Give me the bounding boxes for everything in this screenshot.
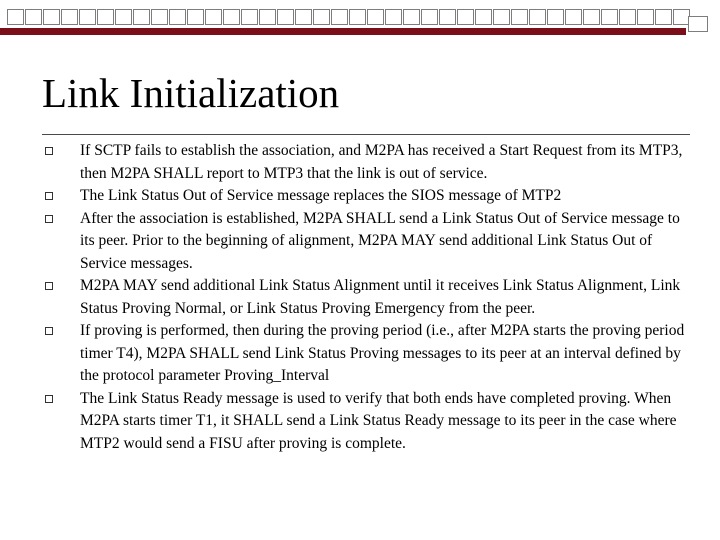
square-outline-icon [313, 9, 330, 25]
square-outline-icon [43, 9, 60, 25]
header-decoration [0, 0, 720, 48]
decorative-square-row [7, 9, 690, 25]
square-outline-icon [295, 9, 312, 25]
square-outline-icon [601, 9, 618, 25]
square-outline-icon [169, 9, 186, 25]
square-outline-icon [475, 9, 492, 25]
square-outline-icon [637, 9, 654, 25]
square-outline-icon [655, 9, 672, 25]
bullet-text: The Link Status Out of Service message replaces the SIOS message of MTP2 [80, 187, 562, 204]
square-outline-icon [511, 9, 528, 25]
bullet-item [40, 388, 690, 456]
bullet-text: If proving is performed, then during the proving period (i.e., after M2PA starts the proving period timer T4), M2PA SHALL send Link Status Proving messages to its peer at an interval defined by the protocol parameter Proving_Interval [80, 322, 685, 384]
bullet-text: M2PA MAY send additional Link Status Alignment until it receives Link Status Alignment, Link Status Proving Normal, or Link Status Proving Emergency from the peer. [80, 277, 681, 317]
square-outline-icon [421, 9, 438, 25]
bullet-item [40, 208, 690, 276]
square-outline-icon [565, 9, 582, 25]
square-outline-icon [25, 9, 42, 25]
square-outline-icon [61, 9, 78, 25]
square-outline-icon [241, 9, 258, 25]
bullet-text: If SCTP fails to establish the association, and M2PA has received a Start Request from its MTP3, then M2PA SHALL report to MTP3 that the link is out of service. [80, 142, 683, 182]
bullet-item [40, 140, 690, 185]
square-outline-icon [151, 9, 168, 25]
hollow-square-icon [45, 215, 53, 223]
bullet-text: After the association is established, M2PA SHALL send a Link Status Out of Service message to its peer. Prior to the beginning of alignment, M2PA MAY send additional Link Status Out of Service messages. [80, 209, 680, 272]
square-outline-icon [277, 9, 294, 25]
square-outline-icon [223, 9, 240, 25]
square-outline-icon [133, 9, 150, 25]
square-outline-icon [493, 9, 510, 25]
square-outline-icon [583, 9, 600, 25]
square-outline-icon [439, 9, 456, 25]
square-outline-icon [7, 9, 24, 25]
square-outline-icon [529, 9, 546, 25]
hollow-square-icon [45, 327, 53, 335]
hollow-square-icon [45, 282, 53, 290]
bullet-item [40, 320, 690, 388]
square-outline-icon [331, 9, 348, 25]
hollow-square-icon [45, 395, 53, 403]
square-outline-icon [457, 9, 474, 25]
bullet-list [40, 140, 690, 455]
square-outline-icon [385, 9, 402, 25]
square-outline-icon [349, 9, 366, 25]
bullet-item [40, 275, 690, 320]
square-outline-icon [619, 9, 636, 25]
square-outline-icon [205, 9, 222, 25]
square-outline-icon [367, 9, 384, 25]
square-outline-icon [115, 9, 132, 25]
bullet-item [40, 185, 690, 208]
square-outline-icon [79, 9, 96, 25]
bullet-text: The Link Status Ready message is used to verify that both ends have completed proving. When M2PA starts timer T1, it SHALL send a Link Status Ready message to its peer in the case where MTP2 would send a FISU after proving is complete. [80, 389, 677, 452]
square-outline-icon [97, 9, 114, 25]
title-divider [42, 134, 690, 135]
square-outline-icon [187, 9, 204, 25]
square-outline-icon [547, 9, 564, 25]
corner-square-icon [688, 16, 708, 32]
square-outline-icon [259, 9, 276, 25]
hollow-square-icon [45, 192, 53, 200]
square-outline-icon [403, 9, 420, 25]
slide-title: Link Initialization [42, 70, 340, 116]
hollow-square-icon [45, 147, 53, 155]
accent-bar [0, 28, 686, 35]
